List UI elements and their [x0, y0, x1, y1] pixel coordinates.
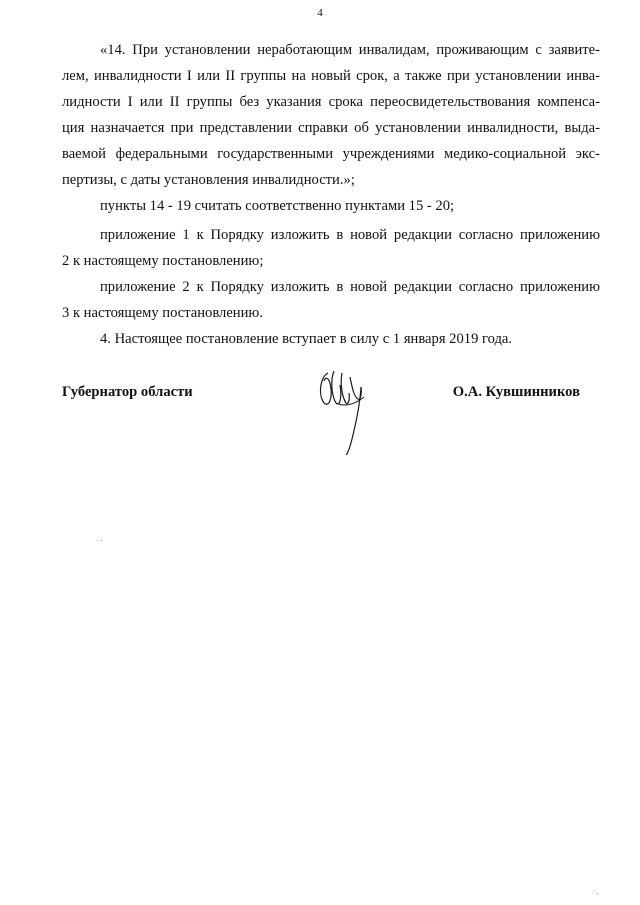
- appendix-1-line-2: 2 к настоящему постановлению;: [62, 253, 264, 269]
- handwritten-signature: [314, 367, 374, 457]
- appendix-1-line-1: приложение 1 к Порядку изложить в новой редакции согласно приложению: [100, 227, 600, 243]
- paragraph-14-line-3: лидности I или II группы без указания срока переосвидетельствования компенса-: [62, 94, 600, 110]
- scan-speck: [101, 540, 102, 541]
- paragraph-14-line-2: лем, инвалидности I или II группы на новый срок, а также при установлении инва-: [62, 68, 600, 84]
- renumber-line: пункты 14 - 19 считать соответственно пунктами 15 - 20;: [100, 198, 455, 214]
- paragraph-14-line-6: пертизы, с даты установления инвалидности.»;: [62, 172, 355, 188]
- position-title: Губернатор области: [62, 384, 193, 400]
- signatory-name: О.А. Кувшинников: [452, 384, 580, 400]
- paragraph-14: [62, 37, 600, 193]
- appendix-1-paragraph: [62, 222, 600, 274]
- signature-block: [62, 381, 600, 481]
- paragraph-14-line-4: ция назначается при представлении справки об установлении инвалидности, выда-: [62, 120, 600, 136]
- page-number: 4: [317, 7, 323, 19]
- scan-speck: [597, 893, 598, 894]
- effective-date-line: 4. Настоящее постановление вступает в силу с 1 января 2019 года.: [100, 331, 513, 347]
- appendix-2-line-2: 3 к настоящему постановлению.: [62, 305, 263, 321]
- paragraph-14-line-5: ваемой федеральными государственными учреждениями медико-социальной экс-: [62, 146, 600, 162]
- paragraph-14-line-1: «14. При установлении неработающим инвалидам, проживающим с заявите-: [100, 42, 600, 58]
- appendix-2-line-1: приложение 2 к Порядку изложить в новой редакции согласно приложению: [100, 279, 600, 295]
- appendix-2-paragraph: [62, 274, 600, 326]
- effective-date-paragraph: [62, 326, 600, 352]
- renumber-paragraph: [62, 193, 600, 219]
